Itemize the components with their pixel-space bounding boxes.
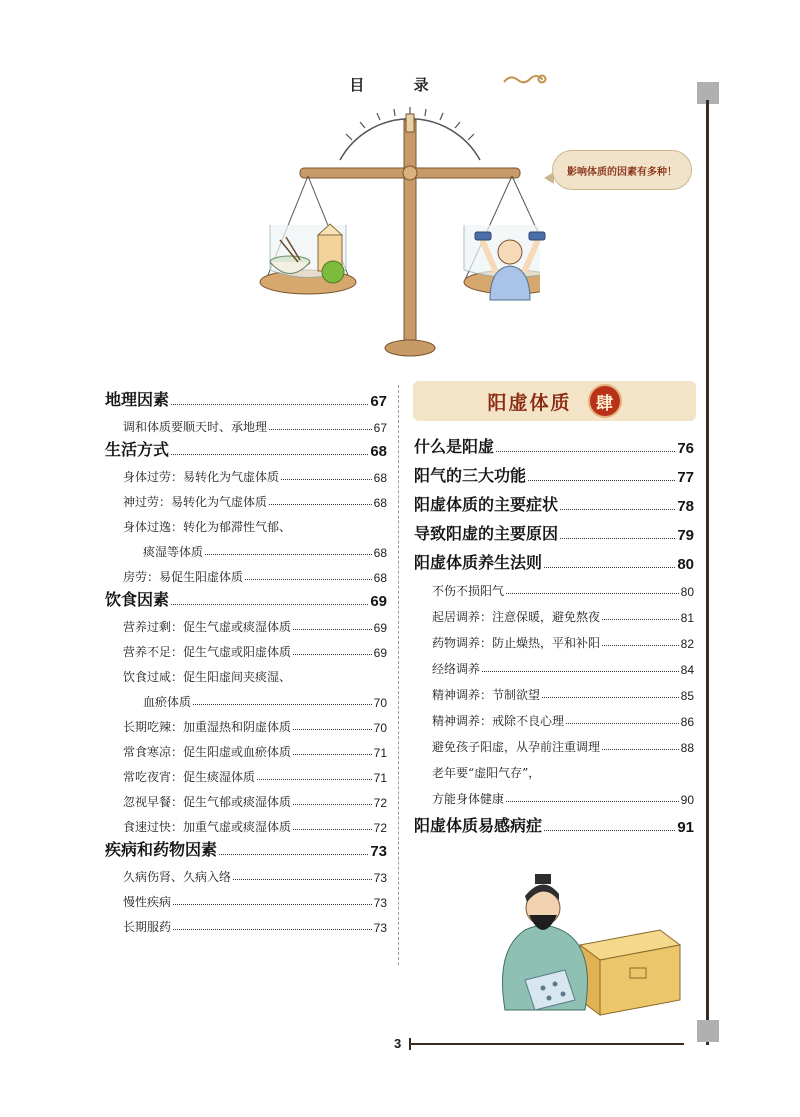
toc-leader-dots bbox=[544, 567, 675, 568]
toc-leader-dots bbox=[233, 879, 372, 880]
toc-page-number: 88 bbox=[680, 741, 694, 755]
toc-leader-dots bbox=[293, 754, 372, 755]
toc-entry-title: 经络调养 bbox=[432, 662, 481, 676]
toc-leader-dots bbox=[496, 451, 675, 452]
toc-entry-title: 调和体质要顺天时、承地理 bbox=[123, 420, 268, 434]
toc-entry-title: 长期吃辣：加重湿热和阴虚体质 bbox=[123, 720, 292, 734]
column-divider bbox=[398, 385, 400, 965]
toc-subsection-entry[interactable] bbox=[414, 625, 694, 651]
toc-entry-title: 方能身体健康 bbox=[432, 792, 505, 806]
toc-page-number: 80 bbox=[677, 556, 694, 573]
toc-page-number: 70 bbox=[373, 696, 387, 710]
chapter-number-badge: 肆 bbox=[588, 384, 622, 418]
toc-leader-dots bbox=[173, 929, 372, 930]
toc-subsection-entry[interactable] bbox=[105, 560, 387, 585]
toc-subsection-entry[interactable] bbox=[105, 410, 387, 435]
toc-leader-dots bbox=[173, 904, 372, 905]
toc-entry-title: 房劳：易促生阳虚体质 bbox=[123, 570, 244, 584]
toc-page-number: 90 bbox=[680, 793, 694, 807]
chapter-banner[interactable] bbox=[413, 381, 696, 421]
toc-entry-continued[interactable] bbox=[414, 755, 694, 781]
toc-leader-dots bbox=[293, 729, 372, 730]
toc-entry-title: 痰湿等体质 bbox=[143, 545, 204, 559]
toc-subsection-entry[interactable] bbox=[105, 685, 387, 710]
toc-leader-dots bbox=[560, 538, 675, 539]
toc-leader-dots bbox=[293, 629, 372, 630]
toc-page-number: 91 bbox=[677, 819, 694, 836]
toc-entry-title: 不伤不损阳气 bbox=[432, 584, 505, 598]
toc-subsection-entry[interactable] bbox=[105, 810, 387, 835]
page-title: 目 录 bbox=[349, 76, 451, 94]
toc-page-number: 84 bbox=[680, 663, 694, 677]
toc-entry-title: 久病伤肾、久病入络 bbox=[123, 870, 232, 884]
toc-leader-dots bbox=[544, 830, 675, 831]
toc-leader-dots bbox=[171, 604, 368, 605]
toc-page-number: 78 bbox=[677, 498, 694, 515]
toc-subsection-entry[interactable] bbox=[105, 460, 387, 485]
toc-page-number: 73 bbox=[373, 871, 387, 885]
title-ornament-icon bbox=[500, 70, 550, 90]
toc-subsection-entry[interactable] bbox=[105, 610, 387, 635]
toc-entry-title: 导致阳虚的主要原因 bbox=[414, 524, 559, 543]
toc-page-number: 71 bbox=[373, 746, 387, 760]
toc-entry-title: 营养不足：促生气虚或阳虚体质 bbox=[123, 645, 292, 659]
toc-entry-title: 身体过逸：转化为郁滞性气郁、 bbox=[123, 520, 292, 534]
toc-left-column bbox=[105, 385, 387, 935]
toc-entry-title: 长期服药 bbox=[123, 920, 172, 934]
toc-leader-dots bbox=[293, 804, 372, 805]
toc-page-number: 82 bbox=[680, 637, 694, 651]
toc-page-number: 69 bbox=[373, 646, 387, 660]
toc-leader-dots bbox=[528, 480, 675, 481]
toc-page-number: 73 bbox=[370, 843, 387, 860]
toc-entry-title: 慢性疾病 bbox=[123, 895, 172, 909]
toc-leader-dots bbox=[602, 645, 679, 646]
footer-rule bbox=[409, 1043, 684, 1045]
toc-entry-title: 精神调养：戒除不良心理 bbox=[432, 714, 565, 728]
toc-page-number: 77 bbox=[677, 469, 694, 486]
toc-subsection-entry[interactable] bbox=[414, 651, 694, 677]
toc-entry-title: 阳虚体质易感病症 bbox=[414, 816, 543, 835]
toc-leader-dots bbox=[293, 829, 372, 830]
toc-page-number: 69 bbox=[373, 621, 387, 635]
toc-page-number: 70 bbox=[373, 721, 387, 735]
toc-entry-title: 饮食过咸：促生阳虚间夹痰湿、 bbox=[123, 670, 292, 684]
weightlifter-icon bbox=[465, 222, 555, 302]
toc-page-number: 72 bbox=[373, 796, 387, 810]
toc-page-number: 79 bbox=[677, 527, 694, 544]
toc-subsection-entry[interactable] bbox=[414, 573, 694, 599]
toc-entry-title: 疾病和药物因素 bbox=[105, 840, 218, 859]
page-footer bbox=[394, 1036, 684, 1051]
page-number: 3 bbox=[394, 1036, 402, 1051]
toc-leader-dots bbox=[219, 854, 368, 855]
toc-section-entry[interactable] bbox=[105, 385, 387, 410]
toc-subsection-entry[interactable] bbox=[105, 635, 387, 660]
toc-page-number: 68 bbox=[373, 571, 387, 585]
toc-leader-dots bbox=[482, 671, 679, 672]
toc-section-entry[interactable] bbox=[105, 585, 387, 610]
toc-section-entry[interactable] bbox=[414, 428, 694, 457]
toc-page-number: 85 bbox=[680, 689, 694, 703]
toc-subsection-entry[interactable] bbox=[105, 485, 387, 510]
toc-leader-dots bbox=[205, 554, 372, 555]
toc-page-number: 67 bbox=[370, 393, 387, 410]
toc-entry-title: 地理因素 bbox=[105, 390, 170, 409]
corner-tab-bottom bbox=[697, 1020, 719, 1042]
toc-leader-dots bbox=[269, 504, 372, 505]
toc-page-number: 71 bbox=[373, 771, 387, 785]
toc-leader-dots bbox=[245, 579, 372, 580]
toc-page-number: 68 bbox=[370, 443, 387, 460]
toc-leader-dots bbox=[602, 749, 679, 750]
toc-page-number: 76 bbox=[677, 440, 694, 457]
toc-entry-title: 常吃夜宵：促生痰湿体质 bbox=[123, 770, 256, 784]
toc-entry-title: 食速过快：加重气虚或痰湿体质 bbox=[123, 820, 292, 834]
toc-leader-dots bbox=[542, 697, 679, 698]
toc-subsection-entry[interactable] bbox=[414, 729, 694, 755]
toc-page-number: 69 bbox=[370, 593, 387, 610]
toc-entry-title: 饮食因素 bbox=[105, 590, 170, 609]
margin-rule bbox=[706, 100, 709, 1045]
toc-subsection-entry[interactable] bbox=[105, 860, 387, 885]
toc-entry-title: 身体过劳：易转化为气虚体质 bbox=[123, 470, 280, 484]
toc-entry-title: 常食寒凉：促生阳虚或血瘀体质 bbox=[123, 745, 292, 759]
toc-leader-dots bbox=[560, 509, 675, 510]
toc-subsection-entry[interactable] bbox=[105, 535, 387, 560]
toc-page-number: 67 bbox=[373, 421, 387, 435]
toc-subsection-entry[interactable] bbox=[414, 677, 694, 703]
chapter-title: 阳虚体质 bbox=[487, 391, 572, 414]
toc-leader-dots bbox=[269, 429, 372, 430]
toc-leader-dots bbox=[602, 619, 679, 620]
toc-subsection-entry[interactable] bbox=[105, 785, 387, 810]
toc-entry-title: 什么是阳虚 bbox=[414, 437, 495, 456]
speech-bubble: 影响体质的因素有多种！ bbox=[552, 150, 692, 190]
toc-leader-dots bbox=[566, 723, 679, 724]
toc-section-entry[interactable] bbox=[414, 807, 694, 836]
toc-leader-dots bbox=[171, 404, 368, 405]
toc-page-number: 73 bbox=[373, 921, 387, 935]
toc-entry-title: 神过劳：易转化为气虚体质 bbox=[123, 495, 268, 509]
toc-leader-dots bbox=[506, 593, 679, 594]
toc-leader-dots bbox=[193, 704, 372, 705]
toc-page-number: 72 bbox=[373, 821, 387, 835]
toc-subsection-entry[interactable] bbox=[105, 885, 387, 910]
toc-subsection-entry[interactable] bbox=[105, 910, 387, 935]
toc-page-number: 68 bbox=[373, 546, 387, 560]
toc-page-number: 73 bbox=[373, 896, 387, 910]
toc-leader-dots bbox=[281, 479, 372, 480]
toc-subsection-entry[interactable] bbox=[105, 760, 387, 785]
toc-page-number: 81 bbox=[680, 611, 694, 625]
toc-leader-dots bbox=[506, 801, 679, 802]
toc-subsection-entry[interactable] bbox=[414, 781, 694, 807]
toc-entry-title: 精神调养：节制欲望 bbox=[432, 688, 541, 702]
toc-right-column bbox=[414, 428, 694, 836]
toc-entry-title: 营养过剩：促生气虚或痰湿体质 bbox=[123, 620, 292, 634]
toc-subsection-entry[interactable] bbox=[105, 735, 387, 760]
toc-entry-title: 起居调养：注意保暖，避免熬夜 bbox=[432, 610, 601, 624]
toc-leader-dots bbox=[171, 454, 368, 455]
toc-leader-dots bbox=[257, 779, 372, 780]
toc-entry-title: 药物调养：防止燥热，平和补阳 bbox=[432, 636, 601, 650]
toc-entry-title: 生活方式 bbox=[105, 440, 170, 459]
toc-page-number: 68 bbox=[373, 471, 387, 485]
toc-entry-title: 血瘀体质 bbox=[143, 695, 192, 709]
toc-section-entry[interactable] bbox=[414, 515, 694, 544]
toc-page-number: 86 bbox=[680, 715, 694, 729]
toc-entry-continued[interactable] bbox=[105, 660, 387, 685]
toc-section-entry[interactable] bbox=[414, 544, 694, 573]
toc-subsection-entry[interactable] bbox=[414, 599, 694, 625]
toc-entry-title: 阳虚体质养生法则 bbox=[414, 553, 543, 572]
toc-entry-continued[interactable] bbox=[105, 510, 387, 535]
toc-section-entry[interactable] bbox=[414, 457, 694, 486]
toc-page-number: 68 bbox=[373, 496, 387, 510]
toc-section-entry[interactable] bbox=[414, 486, 694, 515]
toc-entry-title: 阳虚体质的主要症状 bbox=[414, 495, 559, 514]
toc-entry-title: 避免孩子阳虚，从孕前注重调理 bbox=[432, 740, 601, 754]
toc-subsection-entry[interactable] bbox=[105, 710, 387, 735]
toc-page-number: 80 bbox=[680, 585, 694, 599]
toc-section-entry[interactable] bbox=[105, 835, 387, 860]
sage-with-chest-illustration bbox=[485, 860, 685, 1020]
toc-section-entry[interactable] bbox=[105, 435, 387, 460]
toc-subsection-entry[interactable] bbox=[414, 703, 694, 729]
toc-entry-title: 老年要“虚阳气存”， bbox=[432, 766, 541, 780]
toc-leader-dots bbox=[293, 654, 372, 655]
toc-entry-title: 忽视早餐：促生气郁或痰湿体质 bbox=[123, 795, 292, 809]
toc-entry-title: 阳气的三大功能 bbox=[414, 466, 527, 485]
